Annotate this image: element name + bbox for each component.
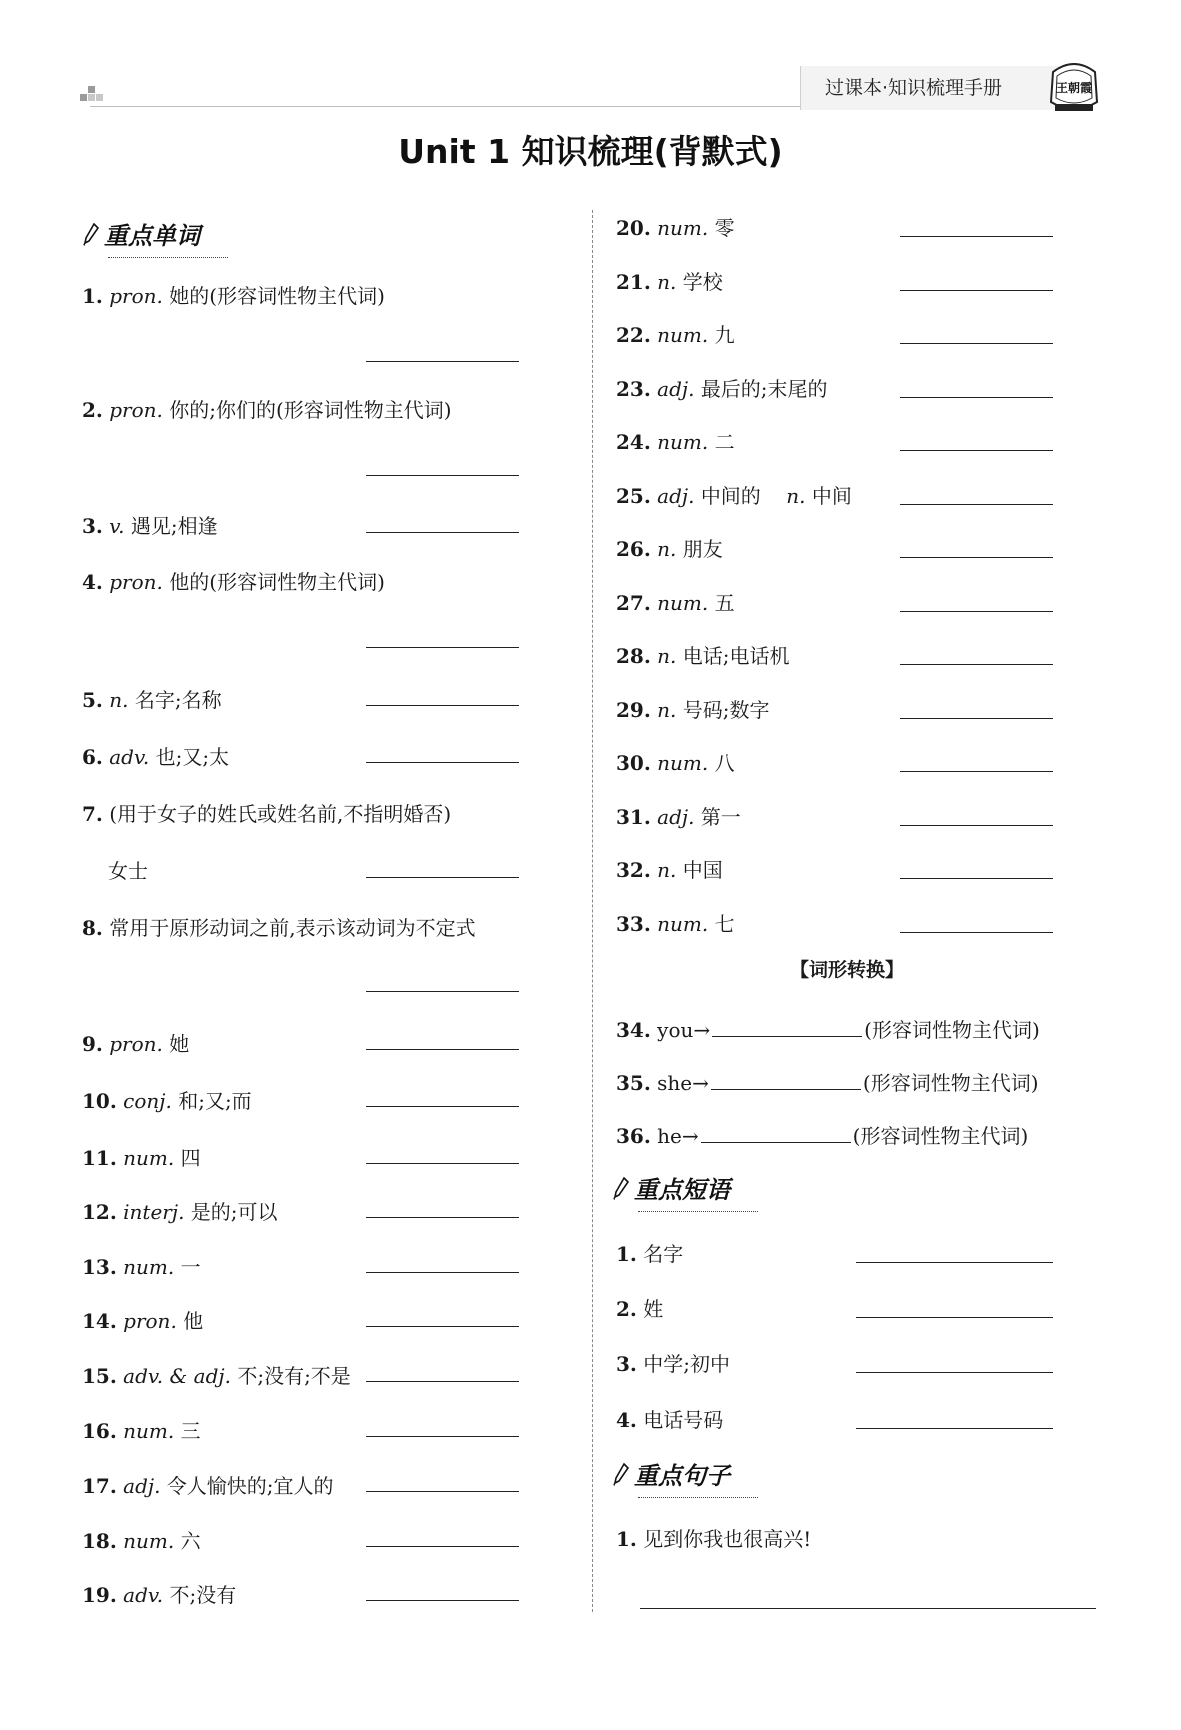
phrase-item [616, 1406, 723, 1434]
definition: 六 [180, 1529, 201, 1553]
answer-blank[interactable] [366, 1272, 519, 1273]
answer-blank[interactable] [366, 647, 519, 648]
part-of-speech: num. [657, 216, 709, 240]
definition: 他的(形容词性物主代词) [169, 570, 385, 594]
section-heading-sentences [612, 1456, 730, 1492]
phrase-item [616, 1350, 730, 1378]
answer-blank[interactable] [366, 1106, 519, 1107]
phrase-text: 中学;初中 [643, 1352, 730, 1376]
word-item [616, 696, 770, 724]
item-number: 10. [82, 1089, 117, 1113]
answer-blank[interactable] [366, 475, 519, 476]
item-number: 36. [616, 1124, 651, 1148]
word-item [82, 743, 229, 771]
item-number: 13. [82, 1255, 117, 1279]
item-number: 24. [616, 430, 651, 454]
answer-blank[interactable] [366, 1217, 519, 1218]
definition: 你的;你们的(形容词性物主代词) [169, 398, 452, 422]
word-item [616, 482, 852, 510]
answer-blank[interactable] [900, 343, 1053, 344]
answer-blank[interactable] [900, 557, 1053, 558]
header-book-title: 过课本·知识梳理手册 [800, 66, 1090, 110]
part-of-speech: pron. [109, 570, 163, 594]
base-word: she→ [657, 1071, 709, 1095]
publisher-logo [1045, 54, 1103, 118]
word-item [82, 1307, 203, 1335]
answer-blank[interactable] [366, 1326, 519, 1327]
item-number: 1. [616, 1242, 637, 1266]
word-item [616, 910, 735, 938]
item-number: 28. [616, 644, 651, 668]
item-number: 1. [616, 1527, 637, 1551]
part-of-speech: n. [657, 858, 677, 882]
definition: 名字;名称 [134, 688, 222, 712]
word-item [616, 428, 735, 456]
section-heading-words [82, 216, 200, 252]
answer-blank[interactable] [366, 1049, 519, 1050]
answer-blank[interactable] [366, 1600, 519, 1601]
part-of-speech: pron. [109, 1032, 163, 1056]
item-number: 17. [82, 1474, 117, 1498]
definition: 她的(形容词性物主代词) [169, 284, 385, 308]
definition: 遇见;相逢 [130, 514, 218, 538]
word-item [82, 1527, 201, 1555]
item-number: 1. [82, 284, 103, 308]
pen-icon [82, 222, 104, 252]
item-number: 2. [82, 398, 103, 422]
word-item [82, 1417, 201, 1445]
word-item [82, 512, 218, 540]
word-item [616, 856, 723, 884]
base-word: you→ [657, 1018, 711, 1042]
part-of-speech: pron. [109, 398, 163, 422]
answer-blank[interactable] [856, 1428, 1053, 1429]
answer-blank[interactable] [856, 1372, 1053, 1373]
phrase-text: 名字 [643, 1242, 684, 1266]
answer-blank[interactable] [366, 1163, 519, 1164]
item-number: 19. [82, 1583, 117, 1607]
phrase-item [616, 1295, 663, 1323]
word-item [82, 1144, 201, 1172]
conversion-note: (形容词性物主代词) [862, 1071, 1039, 1095]
item-number: 15. [82, 1364, 117, 1388]
word-item [82, 1581, 236, 1609]
definition: 她 [169, 1032, 190, 1056]
word-item [82, 282, 385, 310]
item-number: 11. [82, 1146, 117, 1170]
item-number: 18. [82, 1529, 117, 1553]
answer-blank[interactable] [366, 877, 519, 878]
word-item [82, 686, 222, 714]
word-item [82, 568, 385, 596]
item-number: 5. [82, 688, 103, 712]
definition: 一 [180, 1255, 201, 1279]
conversion-note: (形容词性物主代词) [864, 1018, 1040, 1042]
answer-blank[interactable] [900, 825, 1053, 826]
word-item [82, 1087, 252, 1115]
part-of-speech: adj. [657, 804, 695, 829]
part-of-speech: num. [657, 751, 709, 775]
answer-blank[interactable] [366, 1491, 519, 1492]
part-of-speech: adv. [109, 745, 150, 769]
definition: 是的;可以 [190, 1200, 278, 1224]
answer-blank[interactable] [712, 1016, 862, 1037]
item-number: 21. [616, 269, 651, 294]
word-item [616, 589, 735, 617]
part-of-speech: num. [657, 430, 709, 454]
definition: 八 [714, 751, 735, 775]
part-of-speech: num. [657, 323, 709, 347]
part-of-speech: n. [657, 697, 677, 722]
definition: 九 [714, 323, 735, 347]
word-item [82, 1362, 351, 1390]
word-item [616, 268, 723, 296]
part-of-speech: num. [123, 1529, 175, 1553]
answer-blank[interactable] [900, 878, 1053, 879]
item-number: 31. [616, 804, 651, 829]
item-number: 4. [616, 1408, 637, 1432]
part-of-speech: v. [109, 514, 125, 538]
answer-blank[interactable] [701, 1122, 851, 1143]
answer-blank[interactable] [366, 1381, 519, 1382]
section-title: 重点句子 [634, 1462, 730, 1490]
part-of-speech: pron. [123, 1309, 177, 1333]
svg-text:王朝霞: 王朝霞 [1055, 81, 1093, 95]
pen-icon [612, 1176, 634, 1206]
part-of-speech: adv. [123, 1583, 164, 1607]
item-number: 32. [616, 858, 651, 882]
conversion-item [616, 1069, 1039, 1097]
part-of-speech: num. [123, 1419, 175, 1443]
item-number: 27. [616, 590, 651, 615]
item-number: 12. [82, 1200, 117, 1224]
item-number: 6. [82, 745, 103, 769]
part-of-speech: num. [123, 1146, 175, 1170]
part-of-speech: n. [657, 537, 677, 561]
item-number: 7. [82, 802, 103, 826]
item-number: 26. [616, 537, 651, 561]
item-number: 3. [82, 514, 103, 538]
answer-blank[interactable] [640, 1608, 1096, 1609]
word-item [82, 800, 451, 828]
page-title: Unit 1 知识梳理(背默式) [398, 132, 783, 171]
word-item [82, 914, 476, 942]
definition: 女士 [108, 859, 148, 883]
section-title: 重点单词 [104, 222, 200, 250]
header-rule [90, 106, 800, 107]
word-item [82, 1253, 201, 1281]
answer-blank[interactable] [366, 705, 519, 706]
answer-blank[interactable] [900, 718, 1053, 719]
definition: 号码;数字 [682, 697, 770, 722]
conversion-item [616, 1016, 1040, 1044]
part-of-speech: interj. [123, 1200, 185, 1224]
definition: 中间的 [700, 483, 761, 508]
definition: 三 [180, 1419, 201, 1443]
definition: 他 [183, 1309, 204, 1333]
definition: (用于女子的姓氏或姓名前,不指明婚否) [109, 802, 452, 826]
conversion-heading: 【词形转换】 [790, 959, 905, 981]
word-item [616, 642, 790, 670]
word-item [82, 1030, 189, 1058]
item-number: 35. [616, 1071, 651, 1095]
definition: 令人愉快的;宜人的 [166, 1474, 334, 1498]
header-decoration [80, 86, 104, 108]
definition: 中间 [811, 483, 852, 508]
answer-blank[interactable] [900, 932, 1053, 933]
definition: 中国 [682, 858, 723, 882]
definition: 最后的;末尾的 [700, 376, 828, 401]
base-word: he→ [657, 1124, 699, 1148]
answer-blank[interactable] [900, 771, 1053, 772]
answer-blank[interactable] [366, 1436, 519, 1437]
definition: 不;没有;不是 [237, 1364, 351, 1388]
answer-blank[interactable] [900, 611, 1053, 612]
word-item [82, 396, 452, 424]
answer-blank[interactable] [366, 762, 519, 763]
part-of-speech: n. [109, 688, 129, 712]
item-number: 9. [82, 1032, 103, 1056]
item-number: 3. [616, 1352, 637, 1376]
phrase-text: 姓 [643, 1297, 664, 1321]
answer-blank[interactable] [900, 664, 1053, 665]
item-number: 25. [616, 483, 651, 508]
part-of-speech: adj. [657, 483, 695, 508]
item-number: 4. [82, 570, 103, 594]
part-of-speech: adj. [123, 1474, 161, 1498]
part-of-speech: num. [657, 911, 709, 936]
definition: 四 [180, 1146, 201, 1170]
answer-blank[interactable] [900, 397, 1053, 398]
part-of-speech: num. [657, 590, 709, 615]
answer-blank[interactable] [366, 361, 519, 362]
part-of-speech: adj. [657, 376, 695, 401]
definition: 七 [714, 911, 735, 936]
item-number: 29. [616, 697, 651, 722]
definition: 零 [714, 216, 735, 240]
item-number: 20. [616, 216, 651, 240]
answer-blank[interactable] [711, 1069, 861, 1090]
word-item [616, 749, 735, 777]
item-number: 14. [82, 1309, 117, 1333]
conversion-item [616, 1122, 1028, 1150]
word-item [616, 375, 828, 403]
answer-blank[interactable] [856, 1317, 1053, 1318]
definition: 电话;电话机 [682, 644, 790, 668]
sentence-text: 见到你我也很高兴! [643, 1527, 812, 1551]
definition: 五 [714, 590, 735, 615]
part-of-speech: n. [657, 269, 677, 294]
definition: 二 [714, 430, 735, 454]
part-of-speech: num. [123, 1255, 175, 1279]
definition: 朋友 [682, 537, 723, 561]
conversion-note: (形容词性物主代词) [852, 1124, 1029, 1148]
answer-blank[interactable] [900, 236, 1053, 237]
part-of-speech: adv. & adj. [123, 1364, 231, 1388]
word-item [616, 535, 723, 563]
word-item [82, 1198, 278, 1226]
answer-blank[interactable] [900, 504, 1053, 505]
section-heading-phrases [612, 1170, 730, 1206]
column-divider [592, 210, 593, 1612]
word-item [82, 1472, 334, 1500]
word-item [616, 803, 741, 831]
phrase-text: 电话号码 [643, 1408, 724, 1432]
item-number: 23. [616, 376, 651, 401]
item-number: 22. [616, 323, 651, 347]
part-of-speech: n. [786, 483, 806, 508]
definition: 和;又;而 [178, 1089, 252, 1113]
item-number: 2. [616, 1297, 637, 1321]
answer-blank[interactable] [366, 532, 519, 533]
item-number: 33. [616, 911, 651, 936]
answer-blank[interactable] [366, 1546, 519, 1547]
word-item [616, 214, 735, 242]
item-number: 16. [82, 1419, 117, 1443]
answer-blank[interactable] [366, 991, 519, 992]
item-number: 8. [82, 916, 103, 940]
phrase-item [616, 1240, 683, 1268]
section-title: 重点短语 [634, 1176, 730, 1204]
sentence-item [616, 1525, 811, 1553]
part-of-speech: pron. [109, 284, 163, 308]
item-number: 30. [616, 751, 651, 775]
word-item [616, 321, 735, 349]
definition: 不;没有 [169, 1583, 237, 1607]
word-item-continued [108, 857, 148, 885]
answer-blank[interactable] [900, 450, 1053, 451]
answer-blank[interactable] [856, 1262, 1053, 1263]
definition: 常用于原形动词之前,表示该动词为不定式 [109, 916, 476, 940]
answer-blank[interactable] [900, 290, 1053, 291]
part-of-speech: conj. [123, 1089, 172, 1113]
item-number: 34. [616, 1018, 651, 1042]
part-of-speech: n. [657, 644, 677, 668]
definition: 也;又;太 [155, 745, 230, 769]
definition: 学校 [682, 269, 723, 294]
definition: 第一 [700, 804, 741, 829]
pen-icon [612, 1462, 634, 1492]
